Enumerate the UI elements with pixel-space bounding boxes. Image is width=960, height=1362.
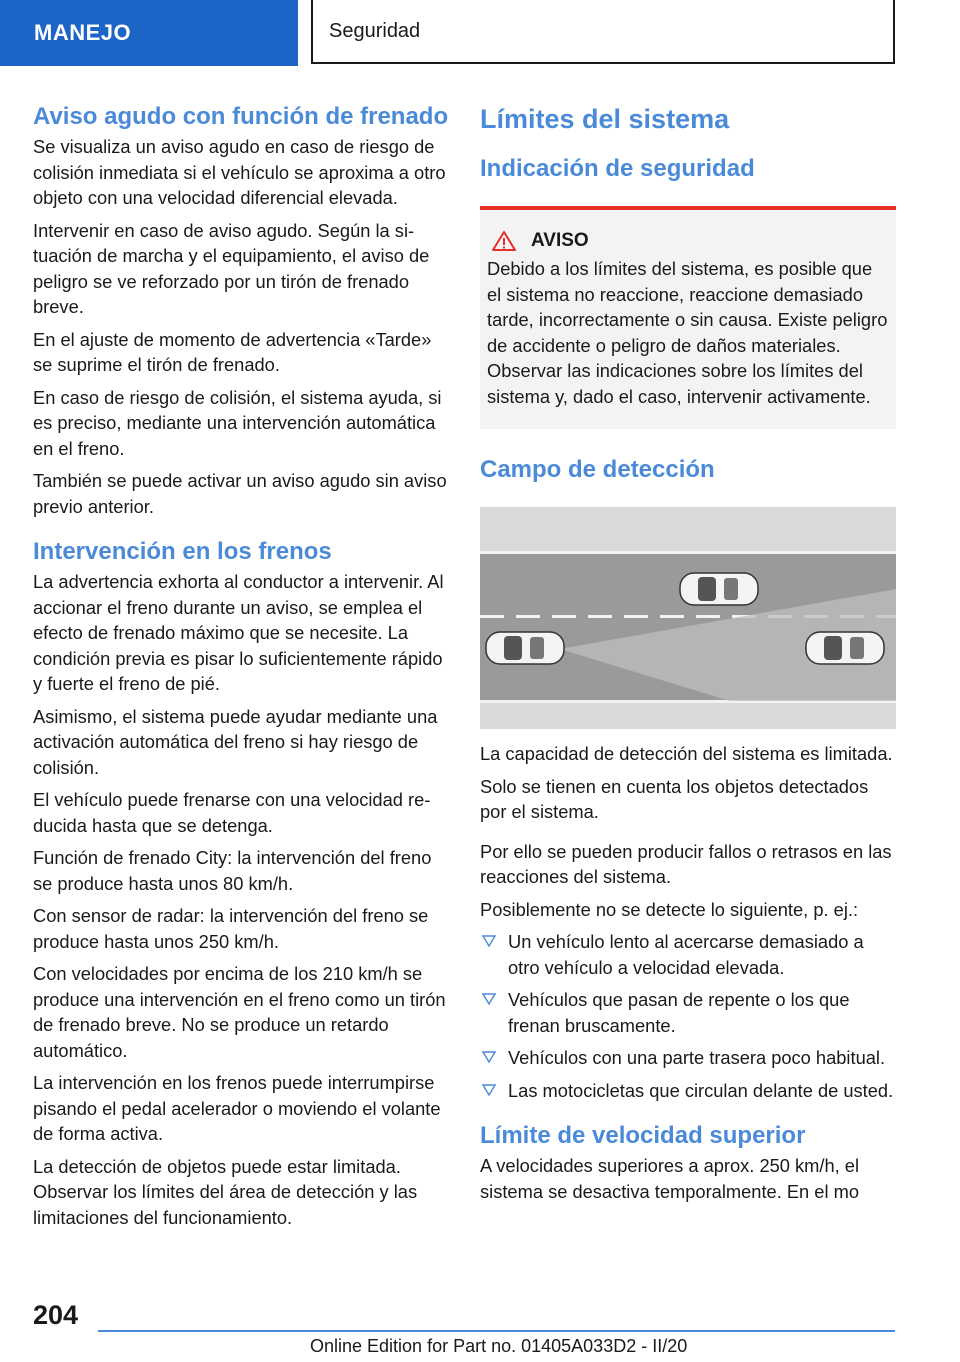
heading-system-limits: Límites del sistema — [480, 104, 730, 134]
paragraph: La advertencia exhorta al conductor a intervenir. Al accionar el freno durante un aviso, se emplea el efecto de frenado máximo que se necesite. La condición previa es pisar lo suficientemente rápido y fuerte el freno de pié. — [33, 571, 444, 694]
right-column — [480, 100, 896, 1211]
chapter-title: Seguridad — [311, 0, 895, 64]
paragraph: A velocidades superiores a aprox. 250 km/h, el sistema se desactiva temporalmente. En el mo — [480, 1155, 860, 1202]
limitations-list — [480, 929, 896, 1103]
list-item — [480, 987, 896, 1038]
warning-label: AVISO — [531, 230, 589, 251]
detection-field-illustration — [480, 507, 896, 729]
paragraph: En el ajuste de momento de advertencia «Tarde» se suprime el tirón de frenado. — [33, 328, 432, 375]
page-number: 204 — [33, 1300, 79, 1330]
heading-detection-field: Campo de detección — [480, 456, 715, 483]
warning-title — [491, 230, 888, 252]
heading-safety-note: Indicación de seguridad — [480, 155, 755, 182]
bullet-triangle-icon — [482, 935, 496, 947]
footer-edition: Online Edition for Part no. 01405A033D2 - II/20 — [310, 1336, 688, 1356]
car-right — [806, 632, 884, 664]
heading-brake-intervention: Intervención en los frenos — [33, 538, 332, 565]
paragraph: Con velocidades por encima de los 210 km/h se produce una intervención en el freno como un tirón de frenado breve. No se produce un retardo automático. — [33, 963, 446, 1061]
paragraph: La detección de objetos puede estar limitada. Observar los límites del área de detección y las limitaciones del funcionamiento. — [33, 1155, 418, 1228]
section-tab: MANEJO — [0, 0, 298, 66]
paragraph: Función de frenado City: la intervención del freno se produce hasta unos 80 km/h. — [33, 847, 432, 894]
left-column — [33, 100, 449, 1237]
list-item — [480, 1045, 896, 1071]
paragraph: Asimismo, el sistema puede ayudar mediante una activación automática del freno si hay riesgo de colisión. — [33, 705, 438, 778]
paragraph: Posiblemente no se detecte lo siguiente, p. ej.: — [480, 898, 859, 920]
paragraph: Con sensor de radar: la intervención del freno se produce hasta unos 250 km/h. — [33, 905, 429, 952]
list-item-text: Vehículos que pasan de repente o los que frenan bruscamente. — [508, 989, 850, 1036]
list-item — [480, 929, 896, 980]
warning-box — [480, 206, 896, 429]
list-item-text: Las motocicletas que circulan delante de usted. — [508, 1079, 894, 1101]
warning-text: Debido a los límites del sistema, es posible que el sistema no reaccione, reaccione demasiado tarde, incorrectamente o sin causa. Existe peligro de accidente o peligro de daños materiales. Observar las indicaciones sobre los límites del sistema y, dado el caso, intervenir activamente. — [487, 258, 888, 407]
paragraph: Intervenir en caso de aviso agudo. Según la situación de marcha y el equipamiento, el aviso de peligro se ve reforzado por un tirón de frenado breve. — [33, 219, 430, 317]
paragraph: La capacidad de detección del sistema es limitada. — [480, 743, 893, 764]
list-item-text: Un vehículo lento al acercarse demasiado a otro vehículo a velocidad elevada. — [508, 931, 864, 978]
bullet-triangle-icon — [482, 993, 496, 1005]
car-top — [680, 573, 758, 605]
car-left — [486, 632, 564, 664]
bullet-triangle-icon — [482, 1084, 496, 1096]
paragraph: También se puede activar un aviso agudo sin aviso previo anterior. — [33, 470, 447, 517]
paragraph: Se visualiza un aviso agudo en caso de riesgo de colisión inmediata si el vehículo se aproxima a otro objeto con una velocidad diferencial elevada. — [33, 136, 446, 208]
paragraph: Solo se tienen en cuenta los objetos detectados por el sistema. — [480, 775, 869, 822]
paragraph: El vehículo puede frenarse con una velocidad reducida hasta que se detenga. — [33, 789, 431, 836]
warning-triangle-icon — [491, 230, 517, 252]
heading-upper-speed-limit: Límite de velocidad superior — [480, 1122, 806, 1149]
footer-rule — [98, 1330, 895, 1332]
paragraph: La intervención en los frenos puede interrumpirse pisando el pedal acelerador o moviendo el volante de forma activa. — [33, 1072, 441, 1144]
list-item — [480, 1078, 896, 1104]
heading-sharp-warning: Aviso agudo con función de frenado — [33, 103, 449, 130]
paragraph: Por ello se pueden producir fallos o retrasos en las reacciones del sistema. — [480, 840, 892, 887]
paragraph: En caso de riesgo de colisión, el sistema ayuda, si es preciso, mediante una intervención automática en el freno. — [33, 386, 442, 459]
bullet-triangle-icon — [482, 1051, 496, 1063]
list-item-text: Vehículos con una parte trasera poco habitual. — [508, 1047, 886, 1068]
